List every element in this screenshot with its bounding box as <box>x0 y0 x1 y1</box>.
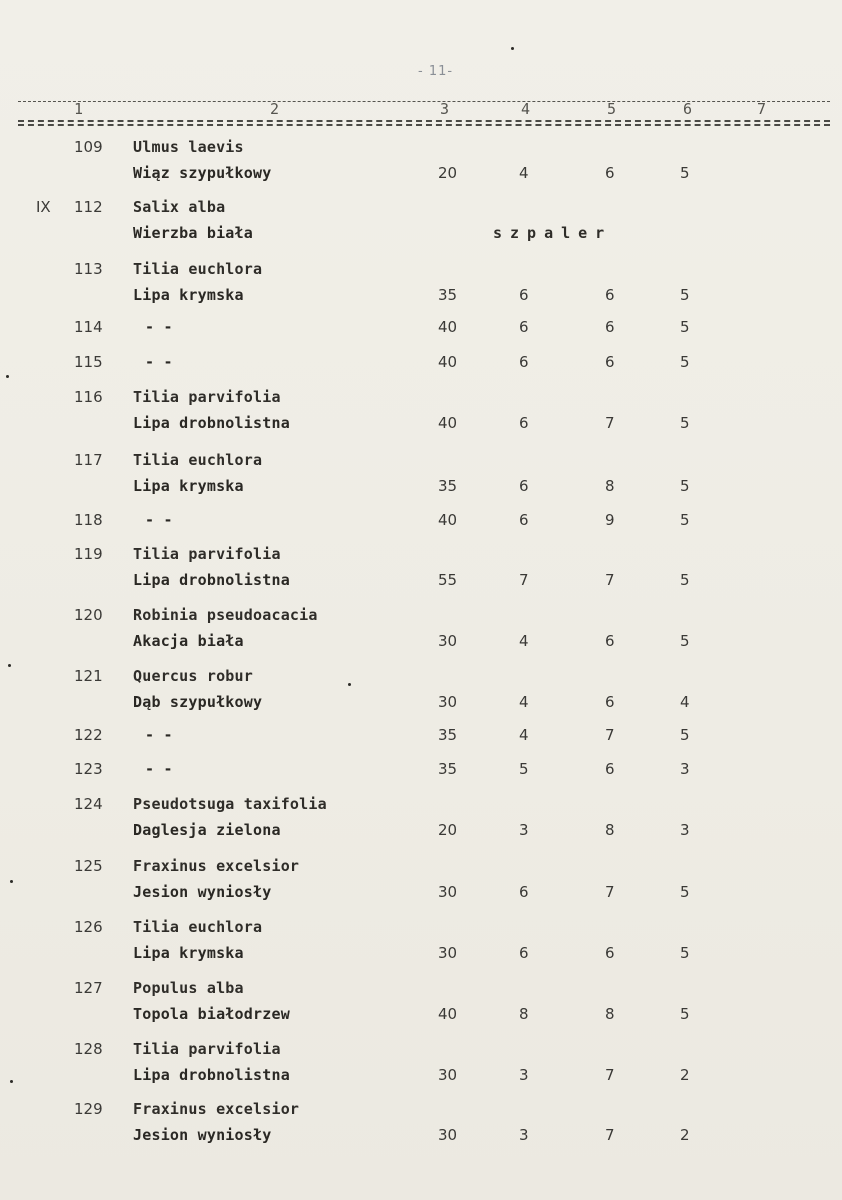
col5-value: 9 <box>605 511 615 529</box>
polish-name: Wiąz szypułkowy <box>133 164 272 182</box>
row-number: 116 <box>74 388 103 406</box>
col5-value: 6 <box>605 760 615 778</box>
latin-name: Tilia parvifolia <box>133 1040 281 1058</box>
col3-value: 30 <box>438 1126 458 1144</box>
paper-speck <box>348 683 351 686</box>
row-number: 124 <box>74 795 103 813</box>
row-number: 109 <box>74 138 103 156</box>
polish-name: - - <box>145 726 173 744</box>
col6-value: 3 <box>680 821 690 839</box>
col4-value: 4 <box>519 632 529 650</box>
row-number: 114 <box>74 318 103 336</box>
latin-name: Tilia euchlora <box>133 451 263 469</box>
col3-value: 40 <box>438 353 458 371</box>
col4-value: 6 <box>519 353 529 371</box>
col5-value: 7 <box>605 571 615 589</box>
polish-name: Lipa krymska <box>133 477 244 495</box>
col4-value: 7 <box>519 571 529 589</box>
col5-value: 8 <box>605 821 615 839</box>
col4-value: 3 <box>519 821 529 839</box>
paper-speck <box>10 1080 13 1083</box>
col5-value: 7 <box>605 1126 615 1144</box>
col4-value: 3 <box>519 1066 529 1084</box>
latin-name: Fraxinus excelsior <box>133 1100 300 1118</box>
col3-value: 30 <box>438 693 458 711</box>
column-header-2: 2 <box>270 100 280 118</box>
latin-name: Tilia euchlora <box>133 260 263 278</box>
polish-name: Lipa krymska <box>133 286 244 304</box>
latin-name: Populus alba <box>133 979 244 997</box>
header-rule-double-1 <box>18 120 830 122</box>
latin-name: Tilia euchlora <box>133 918 263 936</box>
row-number: 112 <box>74 198 103 216</box>
row-number: 121 <box>74 667 103 685</box>
col4-value: 6 <box>519 318 529 336</box>
polish-name: Lipa drobnolistna <box>133 1066 290 1084</box>
row-number: 129 <box>74 1100 103 1118</box>
polish-name: Wierzba biała <box>133 224 253 242</box>
col5-value: 6 <box>605 693 615 711</box>
col6-value: 2 <box>680 1066 690 1084</box>
col4-value: 3 <box>519 1126 529 1144</box>
col3-value: 35 <box>438 726 458 744</box>
column-header-7: 7 <box>757 100 767 118</box>
col6-value: 2 <box>680 1126 690 1144</box>
latin-name: Ulmus laevis <box>133 138 244 156</box>
col6-value: 5 <box>680 511 690 529</box>
polish-name: Jesion wyniosły <box>133 1126 272 1144</box>
polish-name: Lipa drobnolistna <box>133 414 290 432</box>
col3-value: 20 <box>438 821 458 839</box>
col4-value: 4 <box>519 693 529 711</box>
latin-name: Quercus robur <box>133 667 253 685</box>
col3-value: 30 <box>438 944 458 962</box>
latin-name: Fraxinus excelsior <box>133 857 300 875</box>
latin-name: Tilia parvifolia <box>133 545 281 563</box>
row-number: 128 <box>74 1040 103 1058</box>
polish-name: Akacja biała <box>133 632 244 650</box>
row-number: 117 <box>74 451 103 469</box>
section-label: IX <box>36 198 51 216</box>
col6-value: 5 <box>680 353 690 371</box>
col5-value: 6 <box>605 164 615 182</box>
col3-value: 20 <box>438 164 458 182</box>
col4-value: 8 <box>519 1005 529 1023</box>
column-header-6: 6 <box>683 100 693 118</box>
col5-value: 7 <box>605 883 615 901</box>
paper-speck <box>10 880 13 883</box>
col5-value: 6 <box>605 353 615 371</box>
column-header-4: 4 <box>521 100 531 118</box>
col4-value: 6 <box>519 883 529 901</box>
row-number: 118 <box>74 511 103 529</box>
header-rule-top <box>18 101 830 102</box>
col5-value: 6 <box>605 286 615 304</box>
col3-value: 30 <box>438 1066 458 1084</box>
row-note: szpaler <box>493 224 613 242</box>
col4-value: 5 <box>519 760 529 778</box>
col6-value: 5 <box>680 1005 690 1023</box>
col6-value: 5 <box>680 571 690 589</box>
col3-value: 40 <box>438 511 458 529</box>
col4-value: 4 <box>519 726 529 744</box>
row-number: 115 <box>74 353 103 371</box>
col3-value: 35 <box>438 477 458 495</box>
polish-name: - - <box>145 318 173 336</box>
row-number: 122 <box>74 726 103 744</box>
col6-value: 5 <box>680 477 690 495</box>
col3-value: 35 <box>438 760 458 778</box>
latin-name: Robinia pseudoacacia <box>133 606 318 624</box>
row-number: 126 <box>74 918 103 936</box>
row-number: 120 <box>74 606 103 624</box>
col3-value: 40 <box>438 318 458 336</box>
polish-name: Lipa krymska <box>133 944 244 962</box>
header-rule-double-2 <box>18 124 830 126</box>
col4-value: 6 <box>519 511 529 529</box>
column-header-5: 5 <box>607 100 617 118</box>
paper-speck <box>511 47 514 50</box>
polish-name: Jesion wyniosły <box>133 883 272 901</box>
col6-value: 5 <box>680 632 690 650</box>
col6-value: 5 <box>680 164 690 182</box>
col6-value: 5 <box>680 726 690 744</box>
col3-value: 30 <box>438 632 458 650</box>
paper-speck <box>8 664 11 667</box>
col3-value: 40 <box>438 1005 458 1023</box>
col3-value: 40 <box>438 414 458 432</box>
col6-value: 5 <box>680 414 690 432</box>
col5-value: 7 <box>605 1066 615 1084</box>
col3-value: 30 <box>438 883 458 901</box>
latin-name: Tilia parvifolia <box>133 388 281 406</box>
column-header-1: 1 <box>74 100 84 118</box>
row-number: 127 <box>74 979 103 997</box>
col5-value: 6 <box>605 632 615 650</box>
row-number: 113 <box>74 260 103 278</box>
col3-value: 55 <box>438 571 458 589</box>
col5-value: 7 <box>605 726 615 744</box>
polish-name: Lipa drobnolistna <box>133 571 290 589</box>
col6-value: 5 <box>680 883 690 901</box>
col5-value: 7 <box>605 414 615 432</box>
col3-value: 35 <box>438 286 458 304</box>
polish-name: Topola białodrzew <box>133 1005 290 1023</box>
page-number: - 11- <box>418 64 454 79</box>
latin-name: Salix alba <box>133 198 226 216</box>
col6-value: 5 <box>680 286 690 304</box>
col6-value: 5 <box>680 318 690 336</box>
col5-value: 6 <box>605 318 615 336</box>
col4-value: 4 <box>519 164 529 182</box>
row-number: 125 <box>74 857 103 875</box>
col5-value: 8 <box>605 1005 615 1023</box>
row-number: 119 <box>74 545 103 563</box>
col5-value: 8 <box>605 477 615 495</box>
row-number: 123 <box>74 760 103 778</box>
polish-name: - - <box>145 760 173 778</box>
latin-name: Pseudotsuga taxifolia <box>133 795 327 813</box>
col4-value: 6 <box>519 286 529 304</box>
col6-value: 4 <box>680 693 690 711</box>
paper-speck <box>6 375 9 378</box>
column-header-3: 3 <box>440 100 450 118</box>
polish-name: - - <box>145 511 173 529</box>
col6-value: 3 <box>680 760 690 778</box>
col4-value: 6 <box>519 944 529 962</box>
col6-value: 5 <box>680 944 690 962</box>
col5-value: 6 <box>605 944 615 962</box>
polish-name: - - <box>145 353 173 371</box>
col4-value: 6 <box>519 477 529 495</box>
col4-value: 6 <box>519 414 529 432</box>
polish-name: Daglesja zielona <box>133 821 281 839</box>
polish-name: Dąb szypułkowy <box>133 693 263 711</box>
